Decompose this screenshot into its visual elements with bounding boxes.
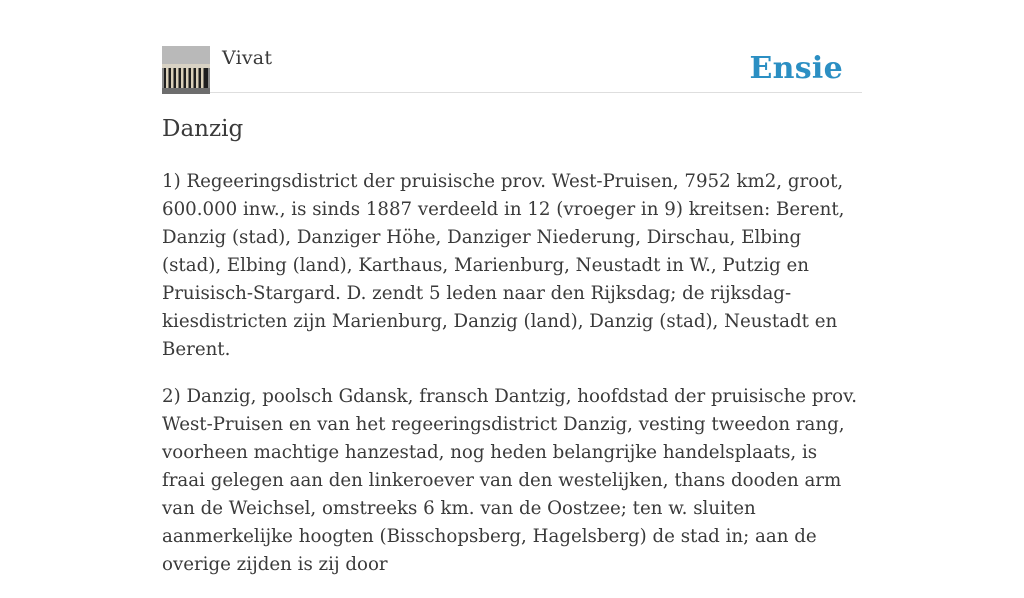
header [162, 46, 862, 93]
username[interactable]: Vivat [222, 47, 273, 69]
paragraph: 2) Danzig, poolsch Gdansk, fransch Dantzig, hoofdstad der pruisische prov. West-Pruisen en van het regeeringsdistrict Danzig, vesting tweedon rang, voorheen machtige hanzestad, nog heden belangrijke handelsplaats, is fraai gelegen aan den linkeroever van den westelijken, thans dooden arm van de Weichsel, omstreeks 6 km. van de Oostzee; ten w. sluiten aanmerkelijke hoogten (Bisschopsberg, Hagelsberg) de stad in; aan de overige zijden is zij door [162, 386, 858, 575]
article-body [162, 168, 862, 598]
page-title: Danzig [162, 116, 244, 142]
paragraph: 1) Regeeringsdistrict der pruisische prov. West-Pruisen, 7952 km2, groot, 600.000 inw., is sinds 1887 verdeeld in 12 (vroeger in 9) kreitsen: Berent, Danzig (stad), Danziger Höhe, Danziger Niederung, Dirschau, Elbing (stad), Elbing (land), Karthaus, Marienburg, Neustadt in W., Putzig en Pruisisch-Stargard. D. zendt 5 leden naar den Rijksdag; de rijksdag-kiesdistricten zijn Marienburg, Danzig (land), Danzig (stad), Neustadt en Berent. [162, 171, 845, 360]
brand-logo[interactable]: Ensie [749, 51, 843, 86]
avatar[interactable] [162, 46, 210, 94]
building-columns-icon [162, 46, 210, 94]
